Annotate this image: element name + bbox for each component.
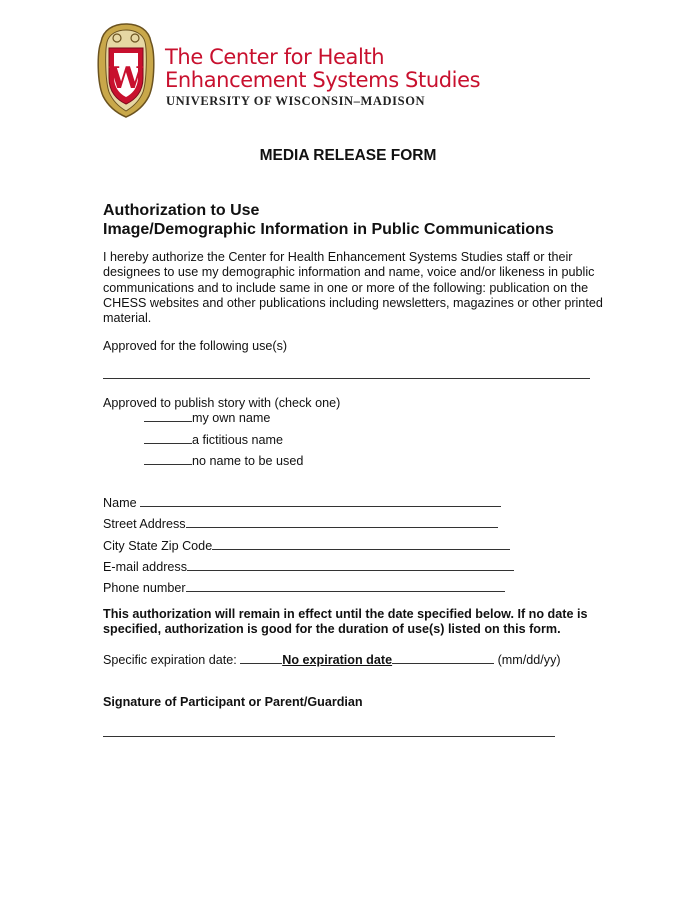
approved-uses-field[interactable]	[103, 378, 590, 379]
street-address-input[interactable]	[186, 516, 498, 528]
city-state-zip-row	[103, 538, 510, 553]
field-label: Name	[103, 496, 141, 510]
publish-option-fictitious-name[interactable]	[144, 432, 283, 447]
option-label: my own name	[192, 411, 271, 425]
name-field-row	[103, 495, 501, 510]
university-name: UNIVERSITY OF WISCONSIN–MADISON	[166, 94, 426, 108]
org-name-line2: Enhancement Systems Studies	[165, 68, 481, 92]
option-label: no name to be used	[192, 454, 304, 468]
publish-option-label: Approved to publish story with (check one)	[103, 396, 341, 410]
email-row	[103, 559, 514, 574]
phone-row	[103, 580, 505, 595]
check-blank[interactable]	[144, 453, 192, 465]
expiration-blank-left	[240, 652, 282, 664]
uw-crest-icon	[95, 22, 157, 118]
phone-input[interactable]	[186, 580, 505, 592]
field-label: City State Zip Code	[103, 539, 213, 553]
check-blank[interactable]	[144, 432, 192, 444]
authorization-paragraph: I hereby authorize the Center for Health Enhancement Systems Studies staff or their designees to use my demographic information and name, voice and/or likeness in public communications and to include same in one or more of the following: publication on the CHESS websites and other publications including newsletters, magazines or other printed material.	[103, 250, 603, 326]
section-heading-line1: Authorization to Use	[103, 202, 260, 219]
signature-field[interactable]	[103, 736, 555, 737]
approved-uses-label: Approved for the following use(s)	[103, 339, 288, 353]
street-address-row	[103, 516, 498, 531]
option-label: a fictitious name	[192, 433, 283, 447]
chess-logo	[95, 22, 481, 122]
check-blank[interactable]	[144, 410, 192, 422]
svg-text:W: W	[109, 61, 143, 96]
field-label: Phone number	[103, 581, 186, 595]
email-input[interactable]	[187, 559, 514, 571]
form-title: MEDIA RELEASE FORM	[259, 147, 437, 164]
org-name-line1: The Center for Health	[165, 45, 385, 69]
publish-option-no-name[interactable]	[144, 453, 303, 468]
expiration-row	[103, 652, 561, 667]
name-input[interactable]	[140, 495, 501, 507]
publish-option-own-name[interactable]	[144, 410, 270, 425]
signature-label: Signature of Participant or Parent/Guardian	[103, 695, 363, 709]
section-heading-line2: Image/Demographic Information in Public Communications	[103, 221, 554, 238]
expiration-format-hint: (mm/dd/yy)	[494, 653, 561, 667]
city-state-zip-input[interactable]	[212, 538, 510, 550]
field-label: E-mail address	[103, 560, 187, 574]
expiration-date-input[interactable]: No expiration date	[282, 653, 393, 667]
field-label: Street Address	[103, 517, 186, 531]
expiration-label: Specific expiration date:	[103, 653, 241, 667]
authorization-duration-notice: This authorization will remain in effect until the date specified below. If no date is specified, authorization is good for the duration of use(s) listed on this form.	[103, 607, 588, 637]
expiration-blank-right	[392, 652, 494, 664]
